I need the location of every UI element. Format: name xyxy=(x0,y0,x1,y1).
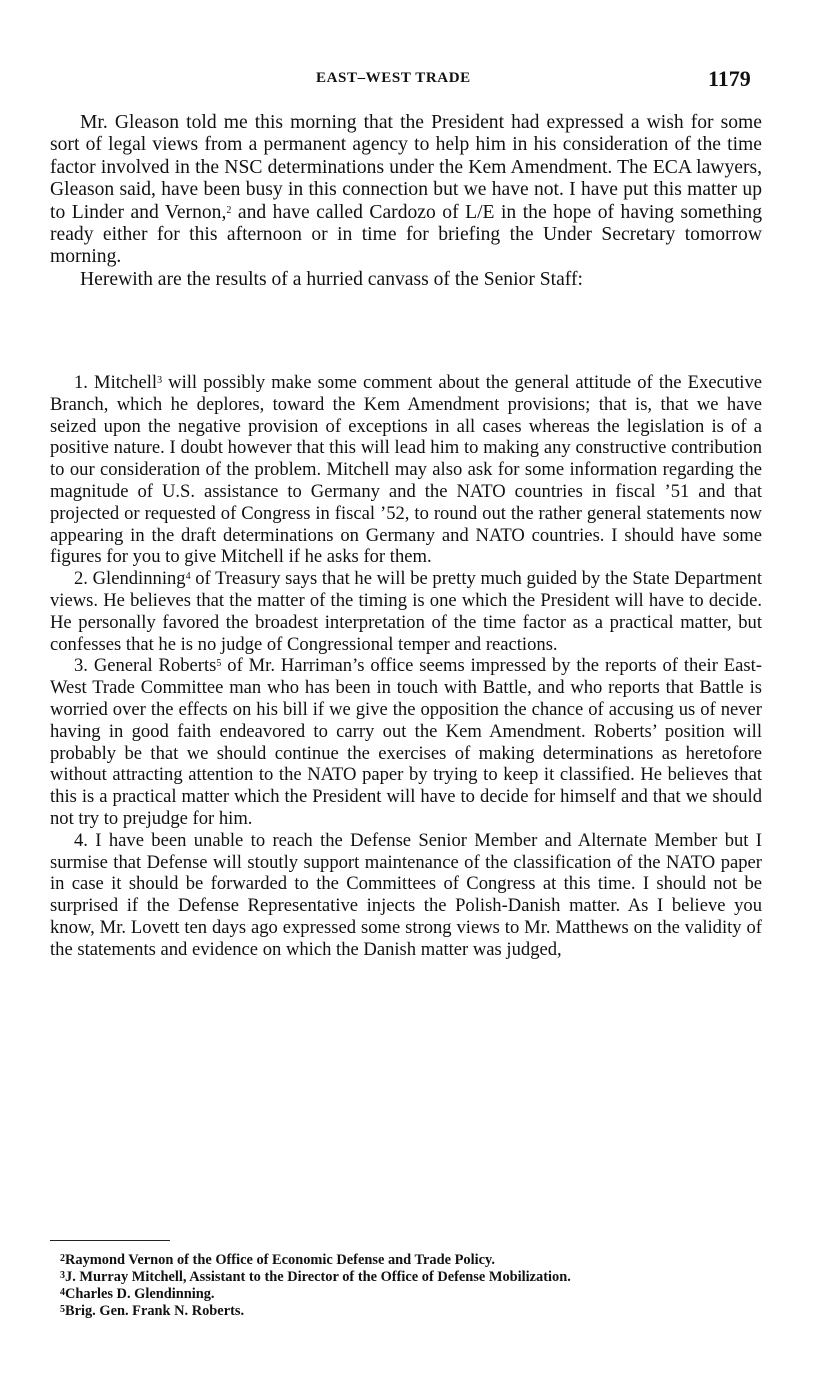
footnote-ref: 3 xyxy=(157,375,163,386)
running-head xyxy=(0,66,838,94)
footnote-mark: 2 xyxy=(60,1253,65,1264)
footnote-mark: 5 xyxy=(60,1304,65,1315)
paragraph-text: Mr. Gleason told me this morning that the President had expressed a wish for some sort of legal views from a permanent agency to help him in his consideration of the time factor involved in the NSC determinations under the Kem Amendment. The ECA lawyers, Gleason said, have been busy in this connection but we have not. I have put this matter up to Linder and Vernon, xyxy=(50,112,762,223)
list-item xyxy=(50,568,762,655)
footnote-text: J. Murray Mitchell, Assistant to the Director of the Office of Defense Mobilization. xyxy=(65,1269,571,1285)
footnote-mark: 3 xyxy=(60,1270,65,1281)
footnote-ref: 4 xyxy=(185,571,191,583)
list-item xyxy=(50,655,762,829)
footnote-ref: 5 xyxy=(216,658,222,670)
footnote-divider xyxy=(50,1240,170,1241)
list-item xyxy=(50,830,762,961)
staff-canvass-list xyxy=(50,372,762,961)
list-item-text: 2. Glendinning xyxy=(74,568,186,590)
list-item-text: of Mr. Harriman’s office seems impressed by the reports of their East-West Trade Committee man who has been in touch with Battle, and who reports that Battle is worried over the effects on his bill if we give the opposition the chance of accusing us of never having in good faith endeavored to carry out the Kem Amendment. Roberts’ position will probably be that we should continue the exercises of making determinations as heretofore without attracting attention to the NATO paper by trying to keep it classified. He believes that this is a practical matter which the President will have to decide for himself and that we should not try to prejudge for him. xyxy=(50,655,762,829)
list-item-text: 3. General Roberts xyxy=(74,655,217,677)
footnote xyxy=(44,1286,762,1303)
list-item-text: will possibly make some comment about the general attitude of the Executive Branch, which he deplores, toward the Kem Amendment provisions; that is, that we have seized upon the negative provision of exceptions in all cases whereas the legislation is of a positive nature. I doubt however that this will lead him to making any constructive contribution to our consideration of the problem. Mitchell may also ask for some information regarding the magnitude of U.S. assistance to Germany and the NATO countries in fiscal ’51 and that projected or requested of Congress in fiscal ’52, to round out the rather general statements now appearing in the draft determinations on Germany and NATO countries. I should have some figures for you to give Mitchell if he asks for them. xyxy=(50,372,763,568)
paragraph xyxy=(50,269,762,291)
page-number: 1179 xyxy=(708,66,751,91)
footnote xyxy=(44,1303,762,1320)
footnote-ref: 2 xyxy=(226,204,232,216)
footnotes xyxy=(44,1252,762,1320)
paragraph-text: Herewith are the results of a hurried canvass of the Senior Staff: xyxy=(80,268,583,290)
paragraph xyxy=(50,112,762,269)
footnote-text: Charles D. Glendinning. xyxy=(65,1286,215,1302)
list-item-text: 4. I have been unable to reach the Defense Senior Member and Alternate Member but I surmise that Defense will stoutly support maintenance of the classification of the NATO paper in case it should be forwarded to the Committees of Congress at this time. I should not be surprised if the Defense Representative injects the Polish-Danish matter. As I believe you know, Mr. Lovett ten days ago expressed some strong views to Mr. Matthews on the validity of the statements and evidence on which the Danish matter was judged, xyxy=(50,829,762,960)
list-item xyxy=(50,372,762,568)
body-text xyxy=(50,112,762,291)
footnote xyxy=(44,1269,762,1286)
footnote-text: Raymond Vernon of the Office of Economic Defense and Trade Policy. xyxy=(65,1252,495,1268)
list-item-text: 1. Mitchell xyxy=(74,372,158,393)
footnote xyxy=(44,1252,762,1269)
running-title: EAST–WEST TRADE xyxy=(316,70,471,86)
list-item-text: of Treasury says that he will be pretty much guided by the State Department views. He believes that the matter of the timing is one which the President will have to decide. He personally favored the broadest interpretation of the time factor as a practical matter, but confesses that he is no judge of Congressional temper and reactions. xyxy=(50,568,762,655)
paragraph-text: and have called Cardozo of L/E in the hope of having something ready either for this afternoon or in time for briefing the Under Secretary tomorrow morning. xyxy=(50,201,763,268)
footnote-mark: 4 xyxy=(60,1287,65,1298)
footnote-text: Brig. Gen. Frank N. Roberts. xyxy=(65,1303,245,1319)
